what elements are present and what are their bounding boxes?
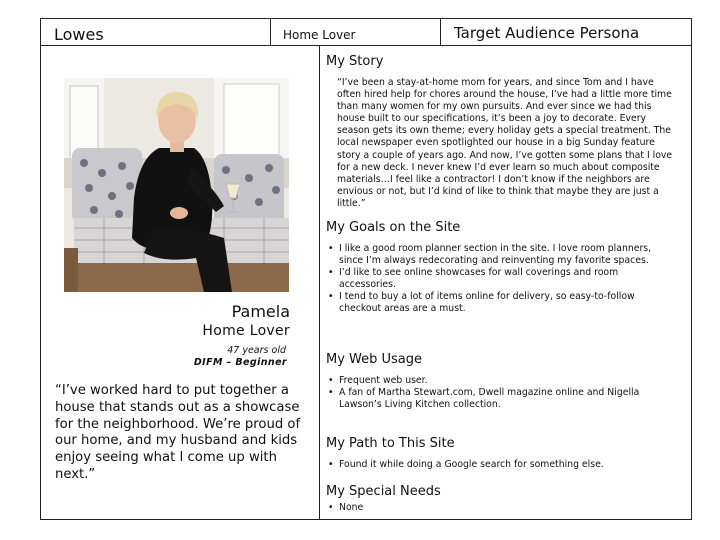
story-text: “I’ve been a stay-at-home mom for years, and since Tom and I have often hired help for chores around the house, I’ve had a little more time than many women for my own pursuits. And ever since we had this house built to our specifications, it’s been a joy to decorate. Every season gets its own theme; every holiday gets a special treatment. The local newspaper even spotlighted our house in a big Sunday feature story a couple of years ago. And now, I’ve gotten some plans that I love for a new deck. I never knew I’d ever learn so much about composite materials…I feel like a contractor! I don’t know if the neighbors are envious or not, but I’d kind of like to think that maybe they are just a little.” — [337, 77, 673, 209]
web-usage-list — [326, 375, 676, 411]
section-title-special-needs: My Special Needs — [326, 484, 441, 499]
persona-role: Home Lover — [202, 323, 290, 339]
brand-name: Lowes — [54, 25, 104, 44]
goals-list — [326, 243, 676, 315]
header-separator — [270, 18, 271, 45]
page-title: Target Audience Persona — [454, 24, 640, 42]
header-divider — [40, 45, 692, 46]
persona-name: Pamela — [231, 302, 290, 321]
section-title-story: My Story — [326, 54, 384, 69]
list-item: • Frequent web user. — [326, 375, 676, 387]
list-item: • I’d like to see online showcases for wall coverings and room accessories. — [326, 267, 676, 291]
list-item: • Found it while doing a Google search for something else. — [326, 459, 676, 471]
persona-photo — [64, 78, 289, 292]
persona-age: 47 years old — [227, 345, 286, 356]
persona-type-label: Home Lover — [283, 28, 356, 42]
section-title-goals: My Goals on the Site — [326, 220, 461, 235]
section-title-path: My Path to This Site — [326, 436, 455, 451]
list-item: • A fan of Martha Stewart.com, Dwell magazine online and Nigella Lawson’s Living Kitchen collection. — [326, 387, 676, 411]
section-title-web-usage: My Web Usage — [326, 352, 423, 367]
path-list — [326, 459, 676, 471]
list-item: • I like a good room planner section in the site. I love room planners, since I’m always redecorating and reinventing my favorite spaces. — [326, 243, 676, 267]
special-needs-list — [326, 502, 676, 514]
persona-level: DIFM – Beginner — [193, 357, 287, 368]
list-item: • None — [326, 502, 676, 514]
list-item: • I tend to buy a lot of items online for delivery, so easy-to-follow checkout areas are a must. — [326, 291, 676, 315]
header-separator — [440, 18, 441, 45]
column-divider — [319, 45, 320, 520]
persona-quote: “I’ve worked hard to put together a house that stands out as a showcase for the neighborhood. We’re proud of our home, and my husband and kids enjoy seeing what I come up with next.” — [55, 383, 301, 482]
